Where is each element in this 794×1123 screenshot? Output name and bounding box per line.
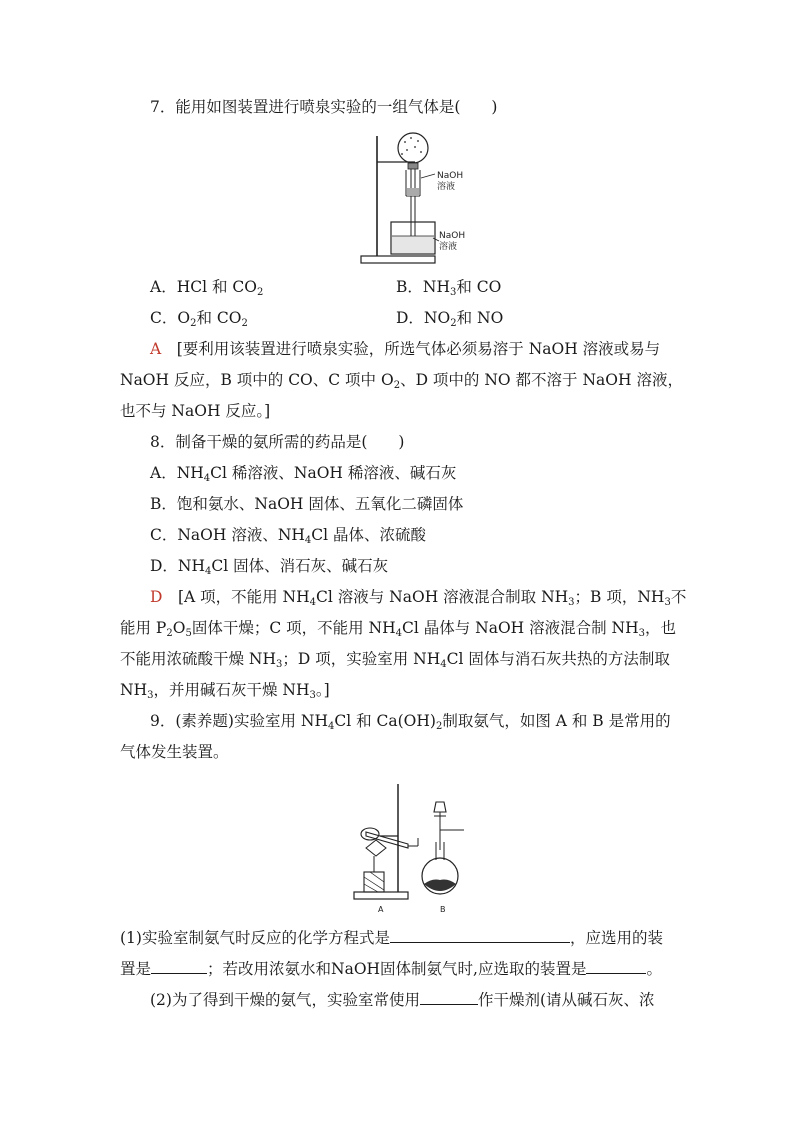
q8-option-a: A．$NH_4Cl$ 稀溶液、NaOH 稀溶液、碱石灰 — [150, 464, 457, 484]
naoh-bottom-label: NaOH — [439, 231, 466, 241]
naoh-top-label: NaOH — [437, 171, 464, 181]
q8-explanation-line3: 不能用浓硫酸干燥 $NH_3$；D 项，实验室用 $NH_4Cl$ 固体与消石灰共热的方法制取 — [120, 650, 670, 670]
answer-blank-apparatus[interactable] — [151, 959, 207, 974]
figure-label-b: B — [440, 905, 446, 914]
q8-stem: 8．制备干燥的氨所需的药品是( ) — [150, 433, 405, 451]
answer-blank-desiccant[interactable] — [420, 990, 478, 1005]
q9-stem-line1: 9．(素养题)实验室用 $NH_4Cl$ 和 $Ca(OH)_2$制取氨气，如图 A 和 B 是常用的 — [150, 712, 671, 732]
solution-bottom-label: 溶液 — [439, 242, 458, 252]
q7-option-a: A．HCl 和 $CO_2$ — [150, 278, 264, 298]
q8-option-d: D．$NH_4Cl$ 固体、消石灰、碱石灰 — [150, 557, 389, 577]
gas-generator-figure — [352, 780, 472, 916]
q8-explanation-line4: $NH_3$，并用碱石灰干燥 $NH_3$。] — [120, 681, 330, 701]
q7-explanation-line3: 也不与 NaOH 反应。] — [120, 402, 271, 420]
q8-option-b: B．饱和氨水、NaOH 固体、五氧化二磷固体 — [150, 495, 464, 513]
q7-option-c: C．$O_2$和 $CO_2$ — [150, 309, 248, 329]
q7-explanation-line2: NaOH 反应，B 项中的 CO、C 项中 $O_2$、D 项中的 NO 都不溶于 NaOH 溶液， — [120, 371, 683, 391]
q9-part1-line2: 置是 ；若改用浓氨水和NaOH固体制氨气时,应选取的装置是 。 — [120, 960, 662, 978]
q8-option-c: C．NaOH 溶液、$NH_4Cl$ 晶体、浓硫酸 — [150, 526, 427, 546]
q9-part2-line1: (2)为了得到干燥的氨气，实验室常使用 作干燥剂(请从碱石灰、浓 — [150, 991, 655, 1009]
q7-explanation-line1: A [要利用该装置进行喷泉实验，所选气体必须易溶于 NaOH 溶液或易与 — [150, 340, 661, 358]
q7-option-b: B．$NH_3$和 CO — [396, 278, 502, 298]
q9-stem-line2: 气体发生装置。 — [120, 743, 229, 761]
figure-label-a: A — [378, 905, 384, 914]
apparatus-a — [354, 784, 418, 899]
q7-option-d: D．$NO_2$和 NO — [396, 309, 504, 329]
q7-stem: 7．能用如图装置进行喷泉实验的一组气体是( ) — [150, 98, 498, 116]
q7-answer: A — [150, 340, 162, 358]
q9-part1-line1: (1)实验室制氨气时反应的化学方程式是 ，应选用的装 — [120, 929, 663, 947]
q8-explanation-line2: 能用 $P_2O_5$固体干燥；C 项，不能用 $NH_4Cl$ 晶体与 NaOH 溶液混合制 $NH_3$，也 — [120, 619, 677, 639]
apparatus-b — [422, 802, 464, 894]
q8-answer: D — [150, 588, 163, 606]
answer-blank-equation[interactable] — [390, 928, 570, 943]
answer-blank-apparatus-2[interactable] — [586, 959, 646, 974]
q8-explanation-line1: D [A 项，不能用 $NH_4Cl$ 溶液与 NaOH 溶液混合制取 $NH_3$；B 项，$NH_3$不 — [150, 588, 687, 608]
fountain-apparatus-figure — [355, 128, 480, 266]
solution-top-label: 溶液 — [437, 182, 456, 192]
